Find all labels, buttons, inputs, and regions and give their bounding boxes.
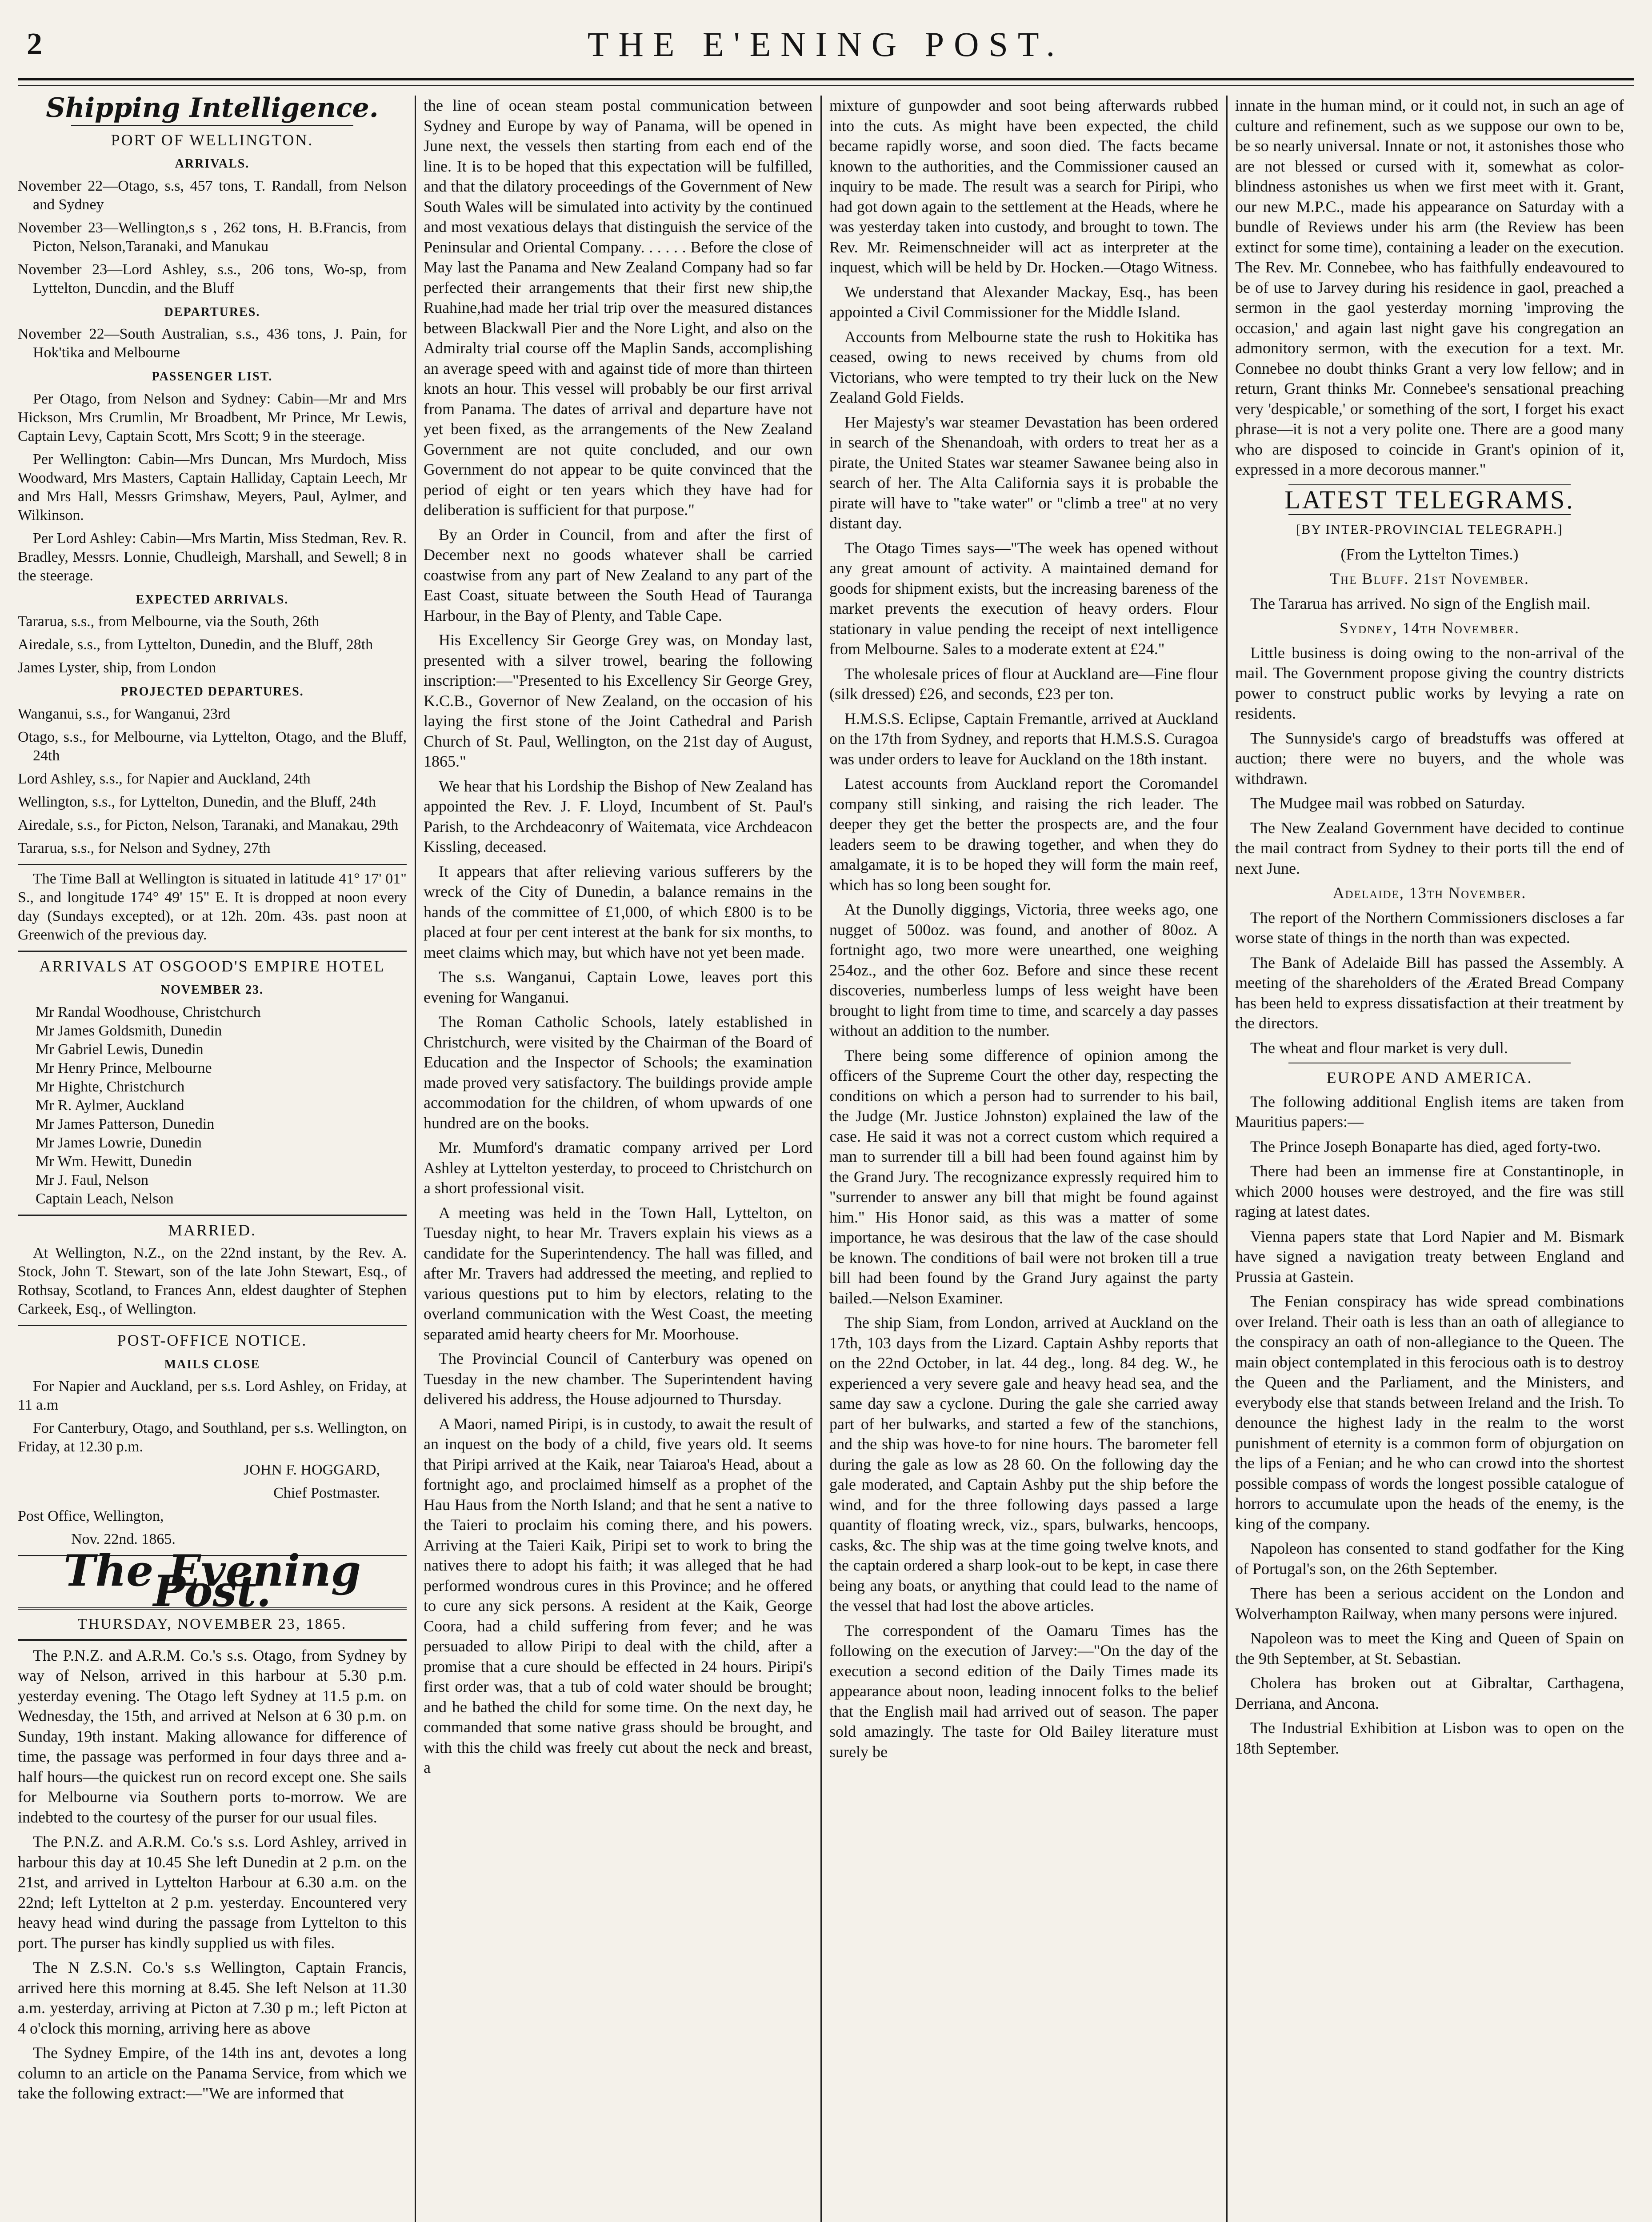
- article-paragraph: There being some difference of opinion among the officers of the Supreme Court the other day, respecting the conditions on which a person had to surrender to his bail, the Judge (Mr. Justice Johnston) explained the law of the case. He said it was not a correct custom which required a man to surrender till a bill had been found against him by the Grand Jury. The recognizance expressly required him to "surrender to answer any bill that might be found against him." His Honor said, as this was a matter of some importance, he was desirous that the law of the case should be known. The conditions of bail were not broken till a true bill had been found by the Grand Jury against the party bailed.—Nelson Examiner.: [829, 1046, 1218, 1307]
- article-paragraph: The following additional English items are taken from Mauritius papers:—: [1235, 1092, 1624, 1131]
- projected-entry: Otago, s.s., for Melbourne, via Lyttelton, Otago, and the Bluff, 24th: [18, 728, 407, 764]
- europe-heading: EUROPE AND AMERICA.: [1326, 1069, 1533, 1087]
- list-item: Mr Randal Woodhouse, Christchurch: [36, 1003, 261, 1020]
- expected-entry: Airedale, s.s., from Lyttelton, Dunedin, and the Bluff, 28th: [18, 636, 373, 653]
- article-paragraph: Latest accounts from Auckland report the Coromandel company still sinking, and raising the rich leader. The deeper they get the better the prospects are, and the four leaders seem to be drawing together, and when they do amalgamate, it is to be hoped they will form the main reef, which has so long been sought for.: [829, 775, 1218, 894]
- list-item: Captain Leach, Nelson: [36, 1190, 174, 1207]
- article-paragraph: The Provincial Council of Canterbury was opened on Tuesday in the new chamber. The Superintendent having delivered his address, the House adjourned to Thursday.: [424, 1350, 812, 1408]
- article-paragraph: His Excellency Sir George Grey was, on Monday last, presented with a silver trowel, bearing the following inscription:—"Presented to his Excellency Sir George Grey, K.C.B., Governor of New Zealand, on the occasion of his laying the first stone of the Joint Cathedral and Parish Church of St. Paul, Wellington, on the 21st day of August, 1865.": [424, 631, 812, 770]
- list-item: Mr Wm. Hewitt, Dunedin: [36, 1153, 192, 1170]
- column-4: [1235, 96, 1624, 2222]
- article-paragraph: There has been a serious accident on the London and Wolverhampton Railway, when many persons were injured.: [1235, 1584, 1624, 1623]
- article-paragraph: Accounts from Melbourne state the rush to Hokitika has ceased, owing to news received by chums from old Victorians, who were tempted to try their luck on the New Zealand Gold Fields.: [829, 328, 1218, 406]
- telegram-item: The wheat and flour market is very dull.: [1250, 1039, 1508, 1057]
- list-item: Mr Gabriel Lewis, Dunedin: [36, 1041, 204, 1058]
- divider: [18, 864, 407, 865]
- passenger-entry: Per Otago, from Nelson and Sydney: Cabin—Mr and Mrs Hickson, Mrs Crumlin, Mr Broadbent, Mr Prince, Mr Lewis, Captain Levy, Captain Scott, Mrs Scott; 9 in the steerage.: [18, 390, 407, 444]
- list-item: Mr R. Aylmer, Auckland: [36, 1097, 184, 1114]
- article-paragraph: The correspondent of the Oamaru Times has the following on the execution of Jarvey:—"On the day of the execution a second edition of the Daily Times made its appearance about noon, leading innocent folks to the belief that the English mail had arrived out of season. The paper sold amazingly. The taste for Old Bailey literature must surely be: [829, 1621, 1218, 1761]
- telegrams-heading: LATEST TELEGRAMS.: [1284, 485, 1575, 514]
- divider: [18, 1639, 407, 1641]
- article-paragraph: Her Majesty's war steamer Devastation has been ordered in search of the Shenandoah, with orders to treat her as a pirate, the United States war steamer Sawanee being also in search of her. The Alta California says it is probable the pirate will have to "take water" or "climb a tree" at no very distant day.: [829, 413, 1218, 532]
- divider: [18, 1325, 407, 1326]
- telegram-origin: (From the Lyttelton Times.): [1340, 545, 1519, 563]
- projected-entry: Wanganui, s.s., for Wanganui, 23rd: [18, 705, 231, 722]
- married-notice: At Wellington, N.Z., on the 22nd instant, by the Rev. A. Stock, John T. Stewart, son of the late John Stewart, Esq., of Rothsay, Scotland, to Frances Ann, eldest daughter of Stephen Carkeek, Esq., of Wellington.: [18, 1245, 407, 1317]
- article-paragraph: The Prince Joseph Bonaparte has died, aged forty-two.: [1250, 1137, 1601, 1155]
- column-divider: [1226, 96, 1228, 2222]
- post-office-date: Nov. 22nd. 1865.: [71, 1531, 176, 1547]
- projected-entry: Airedale, s.s., for Picton, Nelson, Taranaki, and Manakau, 29th: [18, 816, 399, 833]
- mail-entry: For Canterbury, Otago, and Southland, per s.s. Wellington, on Friday, at 12.30 p.m.: [18, 1420, 407, 1455]
- divider: [18, 951, 407, 952]
- list-item: Mr James Patterson, Dunedin: [36, 1115, 215, 1132]
- article-paragraph: The Industrial Exhibition at Lisbon was to open on the 18th September.: [1235, 1719, 1624, 1757]
- column-divider: [415, 96, 416, 2222]
- divider: [18, 1215, 407, 1216]
- article-paragraph: The s.s. Wanganui, Captain Lowe, leaves port this evening for Wanganui.: [424, 968, 812, 1006]
- issue-date: THURSDAY, NOVEMBER 23, 1865.: [77, 1616, 347, 1632]
- article-paragraph: Cholera has broken out at Gibraltar, Carthagena, Derriana, and Ancona.: [1235, 1674, 1624, 1712]
- article-paragraph: mixture of gunpowder and soot being afterwards rubbed into the cuts. As might have been expected, the child became rapidly worse, and soon died. The facts became known to the authorities, and the Commissioner caused an inquiry to be made. The result was a search for Piripi, who had got down again to the settlement at the Heads, where he was yesterday taken into custody, and brought to town. The Rev. Mr. Reimenschneider will act as interpreter at the inquest, which will be held by Dr. Hocken.—Otago Witness.: [829, 96, 1218, 276]
- list-item: Mr Highte, Christchurch: [36, 1078, 185, 1095]
- signatory: JOHN F. HOGGARD,: [243, 1462, 380, 1478]
- article-paragraph: the line of ocean steam postal communication between Sydney and Europe by way of Panama, will be opened in June next, the vessels then starting from each end of the line. It is to be hoped that this expectation will be fulfilled, and that the dilatory proceedings of the Government of New South Wales will be simulated into activity by the continued and most vexatious delays that distinguish the service of the Peninsular and Oriental Company. . . . . . Before the close of May last the Panama and New Zealand Company had so far perfected their arrangements that their first new ship,the Ruahine,had made her trial trip over the measured distances between Blackwall Pier and the Nore Light, and also on the Admiralty trial course off the Maplin Sands, accomplishing an average speed with and against tide of more than thirteen knots an hour. This vessel will probably be our first arrival from Panama. The dates of arrival and departure have not yet been fixed, as the arrangements of the New Zealand Government are not quite concluded, and our own Government do not appear to be quite convinced that the period of eight or ten years which they have had for deliberation is sufficient for that purpose.": [424, 96, 812, 519]
- masthead-rule-thin: [18, 85, 1634, 86]
- telegram-item: Little business is doing owing to the non-arrival of the mail. The Government propose giving the country districts power to construct public works by levying a rate on residents.: [1235, 643, 1624, 722]
- expected-entry: James Lyster, ship, from London: [18, 659, 216, 676]
- article-paragraph: We understand that Alexander Mackay, Esq., has been appointed a Civil Commissioner for the Middle Island.: [829, 283, 1218, 321]
- newspaper-title: THE E'ENING POST.: [587, 25, 1065, 64]
- signatory-title: Chief Postmaster.: [273, 1485, 380, 1501]
- paper-title: The Evening Post.: [64, 1546, 361, 1616]
- passenger-entry: Per Lord Ashley: Cabin—Mrs Martin, Miss Stedman, Rev. R. Bradley, Messrs. Lonnie, Chudleigh, Marshall, and Sewell; 8 in the steerage.: [18, 530, 407, 584]
- telegram-item: The Sunnyside's cargo of breadstuffs was offered at auction; there were no buyers, and the whole was withdrawn.: [1235, 729, 1624, 787]
- arrival-entry: November 23—Lord Ashley, s.s., 206 tons, Wo-sp, from Lyttelton, Duncdin, and the Bluff: [18, 261, 407, 296]
- list-item: Mr James Goldsmith, Dunedin: [36, 1022, 222, 1039]
- list-item: Mr James Lowrie, Dunedin: [36, 1134, 202, 1151]
- projected-entry: Wellington, s.s., for Lyttelton, Dunedin, and the Bluff, 24th: [18, 793, 376, 810]
- article-paragraph: The Fenian conspiracy has wide spread combinations over Ireland. Their oath is less than an oath of allegiance to the conspiracy an oath of non-allegiance to the Queen. The main object contemplated in this ferocious oath is to destroy the Queen and the Parliament, and the Ministers, and everybody else that stands between Ireland and the Irish. To denounce the highest lady in the realm to the worst punishment of eternity is a common form of objurgation on the lips of a Fenian; and he who can crowd into the shortest possible compass of words the longest possible catalogue of horrors to accumulate upon the heads of the enemy, is the king of the company.: [1235, 1292, 1624, 1533]
- article-paragraph: Napoleon was to meet the King and Queen of Spain on the 9th September, at St. Sebastian.: [1235, 1629, 1624, 1667]
- page-number: 2: [27, 27, 42, 61]
- telegram-item: The Bank of Adelaide Bill has passed the Assembly. A meeting of the shareholders of the Ærated Bread Company has been held to express dissatisfaction at their treatment by the directors.: [1235, 953, 1624, 1032]
- projected-entry: Lord Ashley, s.s., for Napier and Auckland, 24th: [18, 770, 311, 787]
- expected-entry: Tararua, s.s., from Melbourne, via the South, 26th: [18, 613, 320, 630]
- married-heading: MARRIED.: [168, 1221, 256, 1239]
- divider: [1288, 514, 1571, 515]
- article-paragraph: Vienna papers state that Lord Napier and M. Bismark have signed a navigation treaty between England and Prussia at Gastein.: [1235, 1227, 1624, 1286]
- mail-entry: For Napier and Auckland, per s.s. Lord Ashley, on Friday, at 11 a.m: [18, 1378, 407, 1413]
- time-ball-notice: The Time Ball at Wellington is situated in latitude 41° 17' 01" S., and longitude 174° 49' 15" E. It is dropped at noon every day (Sundays excepted), or at 12h. 20m. 43s. past noon at Greenwich of the previous day.: [18, 870, 407, 943]
- column-divider: [820, 96, 822, 2222]
- osgood-date: NOVEMBER 23.: [161, 983, 264, 997]
- arrival-entry: November 23—Wellington,s s , 262 tons, H. B.Francis, from Picton, Nelson,Taranaki, and Manukau: [18, 219, 407, 255]
- article-paragraph: The Roman Catholic Schools, lately established in Christchurch, were visited by the Chairman of the Board of Education and the Inspector of Schools; the examination made proved very satisfactory. The buildings provide ample accommodation for the children, of whom upwards of one hundred are on the books.: [424, 1013, 812, 1132]
- column-3: [829, 96, 1218, 2222]
- dateline: Adelaide, 13th November.: [1332, 884, 1527, 902]
- arrivals-heading: ARRIVALS.: [175, 157, 250, 171]
- masthead: [0, 0, 1652, 89]
- expected-arrivals-heading: EXPECTED ARRIVALS.: [136, 592, 289, 607]
- mails-close-heading: MAILS CLOSE: [164, 1357, 260, 1371]
- dateline: Sydney, 14th November.: [1339, 619, 1520, 637]
- passenger-list-heading: PASSENGER LIST.: [152, 370, 273, 384]
- osgood-guest-list: [18, 1003, 407, 1208]
- list-item: Mr Henry Prince, Melbourne: [36, 1059, 212, 1076]
- article-paragraph: A Maori, named Piripi, is in custody, to await the result of an inquest on the body of a child, five years old. It seems that Piripi arrived at the Kaik, near Taiaroa's Head, about a fortnight ago, and proclaimed himself as a prophet of the Hau Haus from the North Island; and that he sent a native to the Taieri to proclaim his coming there, and his powers. Arriving at the Taieri Kaik, Piripi set to work to bring the natives there to adopt his faith; it was alleged that he had performed wondrous cures in this Province; and he offered to cure any sick persons. A resident at the Kaik, George Coora, had a child suffering from fever; and he was persuaded to allow Piripi to deal with the child, after a promise that a cure should be effected in 24 hours. Piripi's first order was, that a tub of cold water should be brought; and he bathed the child for some time. On the next day, he commanded that some native grass should be brought, and with this the child was freely cut about the neck and breast, a: [424, 1415, 812, 1776]
- telegraph-source: [BY INTER-PROVINCIAL TELEGRAPH.]: [1296, 522, 1563, 537]
- article-paragraph: The ship Siam, from London, arrived at Auckland on the 17th, 103 days from the Lizard. Captain Ashby reports that on the 22nd October, in lat. 44 deg., long. 84 deg. W., he experienced a very severe gale and heavy head sea, and the same day saw a cyclone. During the gale she carried away part of her bulwarks, and started a few of the stanchions, and the ship was hove-to for nine hours. The barometer fell during the gale as low as 28 60. On the following day the gale moderated, and Captain Ashby put the ship before the wind, and for the three following days passed a large quantity of floating wreck, viz., spars, bulwarks, hencoops, casks, &c. The ship was at the time going twelve knots, and the captain ordered a sharp look-out to be kept, in case there being any boats, or anything that could lead to the name of the vessel that had lost the above articles.: [829, 1314, 1218, 1615]
- article-paragraph: It appears that after relieving various sufferers by the wreck of the City of Dunedin, a balance remains in the hands of the committee of £1,000, of which £800 is to be placed at four per cent interest at the bank for six months, to meet claims which may, but which have not yet been made.: [424, 862, 812, 961]
- list-item: Mr J. Faul, Nelson: [36, 1171, 149, 1188]
- masthead-rule: [18, 78, 1634, 80]
- telegram-item: The report of the Northern Commissioners discloses a far worse state of things in the north than was expected.: [1235, 908, 1624, 947]
- article-paragraph: Napoleon has consented to stand godfather for the King of Portugal's son, on the 26th September.: [1235, 1539, 1624, 1578]
- divider: [71, 125, 353, 126]
- post-office-location: Post Office, Wellington,: [18, 1508, 164, 1524]
- osgood-heading: ARRIVALS AT OSGOOD'S EMPIRE HOTEL: [39, 957, 385, 975]
- telegram-item: The Tararua has arrived. No sign of the English mail.: [1250, 594, 1591, 612]
- article-paragraph: The Sydney Empire, of the 14th ins ant, devotes a long column to an article on the Panama Service, from which we take the following extract:—"We are informed that: [18, 2044, 407, 2102]
- dateline: The Bluff. 21st November.: [1330, 570, 1529, 587]
- article-paragraph: A meeting was held in the Town Hall, Lyttelton, on Tuesday night, to hear Mr. Travers explain his views as a candidate for the Superintendency. The hall was filled, and after Mr. Travers had addressed the meeting, and replied to various questions put to him by electors, relating to the overland communication with the West Coast, the meeting separated amid hearty cheers for Mr. Moorhouse.: [424, 1203, 812, 1343]
- projected-departures-heading: PROJECTED DEPARTURES.: [120, 685, 304, 699]
- article-paragraph: innate in the human mind, or it could not, in such an age of culture and refinement, such as we suppose our own to be, be so nearly universal. Innate or not, it astonishes those who are not blessed or cursed with it, somewhat as color-blindness astonishes us when we first meet with it. Grant, our new M.P.C., made his appearance on Saturday with a bundle of Reviews under his arm (the Review has been extinct for some time), containing a leader on the execution. The Rev. Mr. Connebee, who has faithfully endeavoured to be of use to Jarvey during his residence in gaol, preached a sermon in the gaol yesterday morning 'improving the occasion,' and again last night gave his congregation an admonitory sermon, with the execution for a text. Mr. Connebee no doubt thinks Grant a very low fellow; and in return, Grant thinks Mr. Connebee's sensational preaching very 'despicable,' or something of the sort, I forget his exact phrase—it is not a very polite one. There are a good many who are disposed to coincide in Grant's opinion of it, expressed in a more decorous manner.": [1235, 96, 1624, 478]
- post-office-heading: POST-OFFICE NOTICE.: [117, 1331, 308, 1349]
- article-paragraph: The N Z.S.N. Co.'s s.s Wellington, Captain Francis, arrived here this morning at 8.45. She left Nelson at 11.30 a.m. yesterday, arriving at Picton at 7.30 p m.; left Picton at 4 o'clock this morning, arriving here as above: [18, 1958, 407, 2037]
- article-paragraph: We hear that his Lordship the Bishop of New Zealand has appointed the Rev. J. F. Lloyd, Incumbent of St. Paul's Parish, to the Archdeaconry of Waitemata, vice Archdeacon Kissling, deceased.: [424, 777, 812, 855]
- column-2: [424, 96, 812, 2222]
- article-paragraph: The P.N.Z. and A.R.M. Co.'s s.s. Otago, from Sydney by way of Nelson, arrived in this harbour at 5.30 p.m. yesterday evening. The Otago left Sydney at 11.5 p.m. on Wednesday, the 15th, and arrived at Nelson at 6 30 p.m. on Sunday, 19th instant. Making allowance for difference of time, the passage was performed in four days three and a-half hours—the quickest run on record except one. She sails for Melbourne via Southern ports to-morrow. We are indebted to the courtesy of the purser for our usual files.: [18, 1646, 407, 1826]
- projected-entry: Tararua, s.s., for Nelson and Sydney, 27th: [18, 839, 271, 856]
- article-paragraph: Mr. Mumford's dramatic company arrived per Lord Ashley at Lyttelton yesterday, to proceed to Christchurch on a short professional visit.: [424, 1139, 812, 1197]
- article-paragraph: H.M.S.S. Eclipse, Captain Fremantle, arrived at Auckland on the 17th from Sydney, and reports that H.M.S.S. Curagoa was under orders to leave for Auckland on the 18th instant.: [829, 709, 1218, 768]
- telegram-item: The New Zealand Government have decided to continue the mail contract from Sydney to their ports till the end of next June.: [1235, 819, 1624, 877]
- departure-entry: November 22—South Australian, s.s., 436 tons, J. Pain, for Hok'tika and Melbourne: [18, 326, 407, 361]
- article-paragraph: At the Dunolly diggings, Victoria, three weeks ago, one nugget of 500oz. was found, and another of 80oz. A fortnight ago, two more were unearthed, one weighing 254oz., and the other 6oz. Before and since these recent discoveries, numberless lumps of less weight have been brought to light from time to time, and scarcely a day passes without an addition to the number.: [829, 900, 1218, 1039]
- arrival-entry: November 22—Otago, s.s, 457 tons, T. Randall, from Nelson and Sydney: [18, 177, 407, 213]
- telegram-item: The Mudgee mail was robbed on Saturday.: [1250, 794, 1525, 812]
- port-title: PORT OF WELLINGTON.: [111, 131, 314, 149]
- article-paragraph: The Otago Times says—"The week has opened without any great amount of activity. A maintained demand for goods for shipment exists, but the increasing bareness of the market prevents the execution of heavy orders. Flour stationary in value pending the receipt of next intelligence from Melbourne. Sales to a moderate extent at £24.": [829, 539, 1218, 658]
- article-paragraph: The wholesale prices of flour at Auckland are—Fine flour (silk dressed) £26, and seconds, £23 per ton.: [829, 664, 1218, 703]
- article-paragraph: By an Order in Council, from and after the first of December next no goods whatever shall be carried coastwise from any part of New Zealand to any part of the East Coast, situate between the South Head of Tauranga Harbour, in the Bay of Plenty, and Table Cape.: [424, 525, 812, 624]
- passenger-entry: Per Wellington: Cabin—Mrs Duncan, Mrs Murdoch, Miss Woodward, Mrs Masters, Captain Halliday, Captain Leech, Mr and Mrs Hall, Messrs Grimshaw, Meyers, Paul, Aylmer, and Wilkinson.: [18, 451, 407, 524]
- article-paragraph: The P.N.Z. and A.R.M. Co.'s s.s. Lord Ashley, arrived in harbour this day at 10.45 She left Dunedin at 2 p.m. on the 21st, and arrived in Lyttelton Harbour at 6.30 a.m. on the 22nd; left Lyttelton at 2 p.m. yesterday. Encountered very heavy head wind during the passage from Lyttelton to this port. The purser has kindly supplied us with files.: [18, 1833, 407, 1952]
- shipping-title: Shipping Intelligence.: [46, 96, 379, 124]
- article-paragraph: There had been an immense fire at Constantinople, in which 2000 houses were destroyed, and the fire was still raging at latest dates.: [1235, 1162, 1624, 1220]
- departures-heading: DEPARTURES.: [164, 305, 260, 319]
- column-1: [18, 96, 407, 2222]
